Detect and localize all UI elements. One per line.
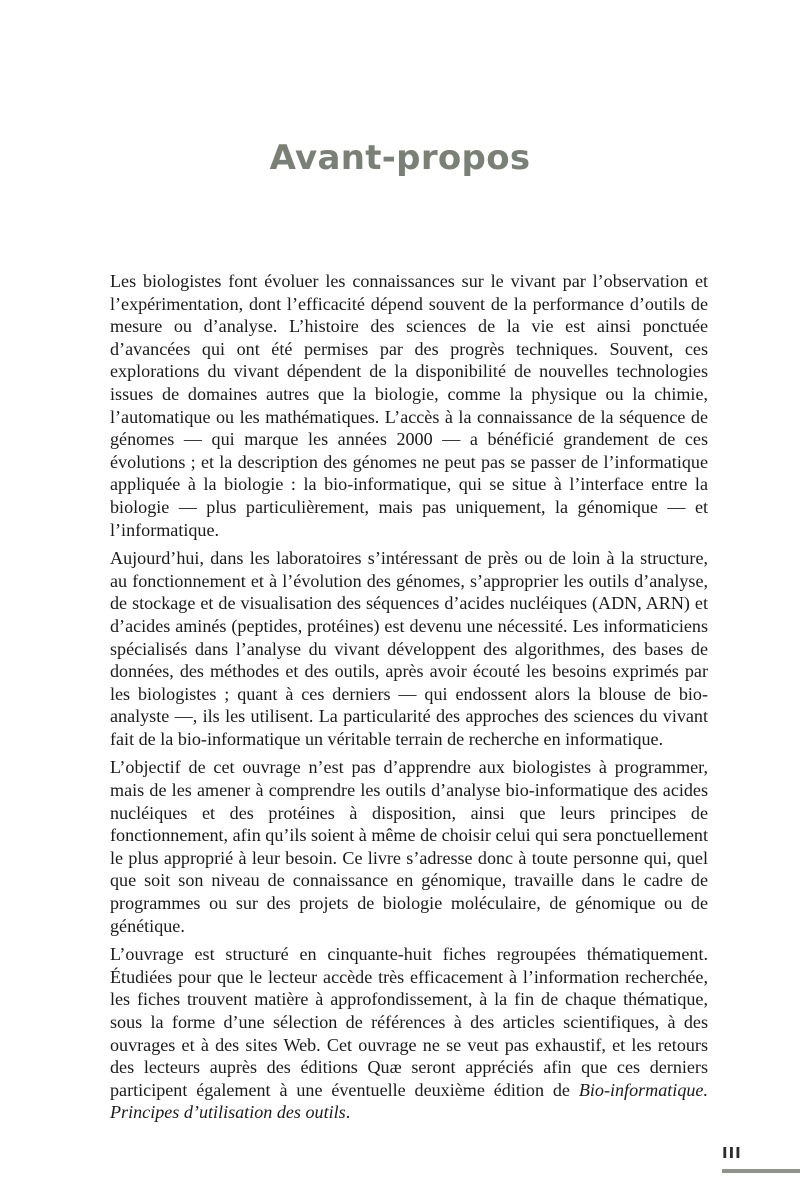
- paragraph-4-text: L’ouvrage est structuré en cinquante-huit fiches regroupées thématiquement. Étudiées pour que le lecteur accède très efficacement à l’information recherchée, les fiches trouvent matière à approfondissement, à la fin de chaque thématique, sous la forme d’une sélection de références à des articles scientifiques, à des ouvrages et à des sites Web. Cet ouvrage ne se veut pas exhaustif, et les retours des lecteurs auprès des éditions Quæ seront appréciés afin que ces derniers participent également à une éventuelle deuxième édition de: [110, 944, 708, 1100]
- paragraph-4: [110, 943, 708, 1124]
- page-title: Avant-propos: [269, 138, 531, 178]
- book-title: Bio-informatique. Principes d’utilisation des outils: [110, 1079, 708, 1123]
- paragraph-1: Les biologistes font évoluer les connaissances sur le vivant par l’observation et l’expérimentation, dont l’efficacité dépend souvent de la performance d’outils de mesure ou d’analyse. L’histoire des sciences de la vie est ainsi ponctuée d’avancées qui ont été permises par des progrès techniques. Souvent, ces explorations du vivant dépendent de la disponibilité de nouvelles technologies issues de domaines autres que la biologie, comme la physique ou la chimie, l’automatique ou les mathématiques. L’accès à la connaissance de la séquence de génomes — qui marque les années 2000 — a bénéficié grandement de ces évolutions ; et la description des génomes ne peut pas se passer de l’informatique appliquée à la biologie : la bio-informatique, qui se situe à l’interface entre la biologie — plus particulièrement, mais pas uniquement, la génomique — et l’informatique.: [110, 271, 708, 540]
- paragraph-2: Aujourd’hui, dans les laboratoires s’intéressant de près ou de loin à la structure, au fonctionnement et à l’évolution des génomes, s’approprier les outils d’analyse, de stockage et de visualisation des séquences d’acides nucléiques (ADN, ARN) et d’acides aminés (peptides, protéines) est devenu une nécessité. Les informaticiens spécialisés dans l’analyse du vivant développent des algorithmes, des bases de données, des méthodes et des outils, après avoir écouté les besoins exprimés par les biologistes ; quant à ces derniers — qui endossent alors la blouse de bio-analyste —, ils les utilisent. La particularité des approches des sciences du vivant fait de la bio-informatique un véritable terrain de recherche en informatique.: [110, 548, 708, 749]
- page-number: III: [722, 1144, 742, 1162]
- paragraph-3: L’objectif de cet ouvrage n’est pas d’apprendre aux biologistes à programmer, mais de les amener à comprendre les outils d’analyse bio-informatique des acides nucléiques et des protéines à disposition, ainsi que leurs principes de fonctionnement, afin qu’ils soient à même de choisir celui qui sera ponctuellement le plus approprié à leur besoin. Ce livre s’adresse donc à toute personne qui, quel que soit son niveau de connaissance en génomique, travaille dans le cadre de programmes ou sur des projets de biologie moléculaire, de génomique ou de génétique.: [110, 757, 708, 936]
- body-text: [110, 270, 708, 1124]
- page-number-rule: [722, 1169, 800, 1173]
- paragraph-4-end: .: [345, 1102, 351, 1123]
